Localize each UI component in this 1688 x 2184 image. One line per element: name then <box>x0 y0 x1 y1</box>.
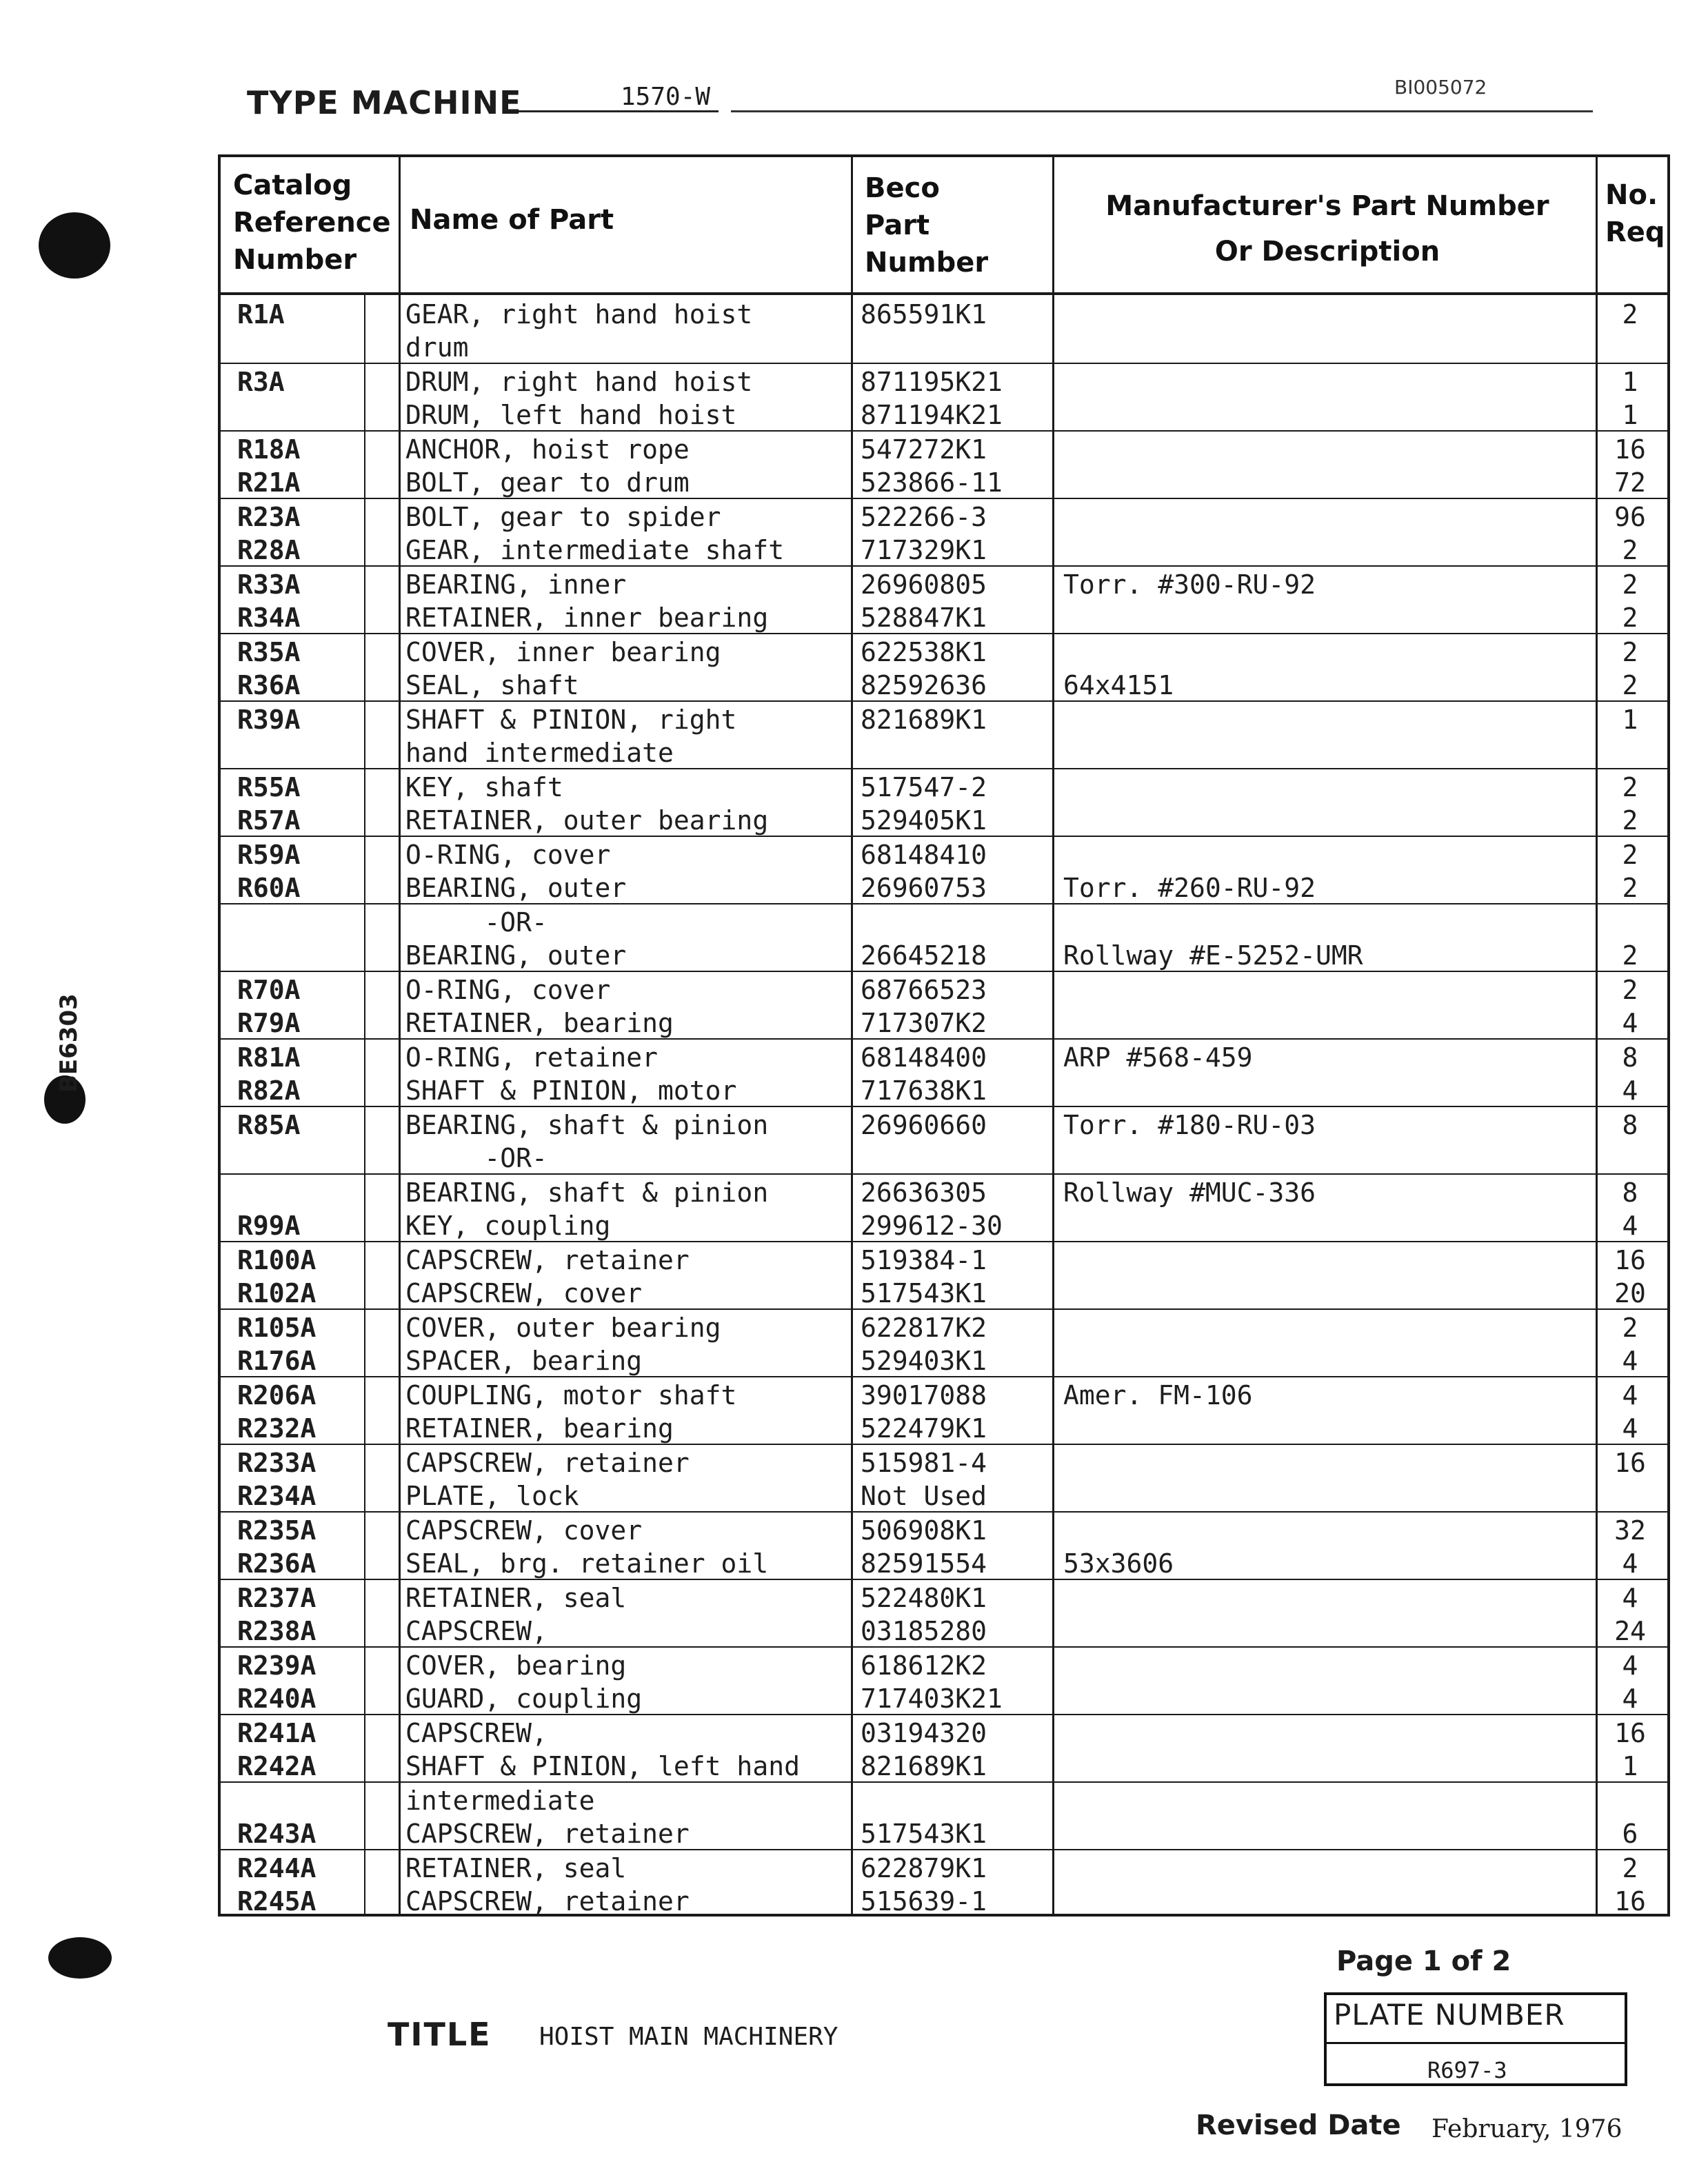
row-beco-number: 03194320 821689K1 <box>861 1718 987 1781</box>
row-divider <box>221 565 1667 567</box>
plate-number-label: PLATE NUMBER <box>1334 1998 1565 2032</box>
title-value: HOIST MAIN MACHINERY <box>539 2023 838 2051</box>
row-part-name: SHAFT & PINION, right hand intermediate <box>405 705 737 768</box>
plate-number-value: R697-3 <box>1427 2057 1507 2083</box>
row-beco-number: 871195K21 871194K21 <box>861 367 1003 430</box>
row-beco-number: 522480K1 03185280 <box>861 1583 987 1646</box>
row-beco-number: 517547-2 529405K1 <box>861 772 987 836</box>
row-catalog-ref: R244A R245A <box>237 1853 316 1917</box>
row-part-name: O-RING, cover RETAINER, bearing <box>405 975 674 1038</box>
row-beco-number: 68148410 26960753 <box>861 840 987 903</box>
row-manufacturer-number: Torr. #260-RU-92 <box>1063 873 1316 903</box>
row-divider <box>221 1646 1667 1648</box>
row-quantity-required: 8 4 <box>1622 1042 1638 1106</box>
row-divider <box>221 1106 1667 1107</box>
row-divider <box>221 700 1667 702</box>
table-row <box>221 836 1667 903</box>
table-row <box>221 633 1667 700</box>
table-row <box>221 1038 1667 1106</box>
row-catalog-ref: R243A <box>237 1819 316 1849</box>
row-catalog-ref: R35A R36A <box>237 637 301 700</box>
table-row <box>221 700 1667 768</box>
table-row <box>221 903 1667 971</box>
row-catalog-ref: R3A <box>237 367 285 397</box>
table-row <box>221 565 1667 633</box>
row-catalog-ref: R99A <box>237 1211 301 1241</box>
row-beco-number: 515981-4 Not Used <box>861 1448 987 1511</box>
table-row <box>221 1646 1667 1714</box>
row-beco-number: 26636305 299612-30 <box>861 1177 1003 1241</box>
row-catalog-ref: R55A R57A <box>237 772 301 836</box>
row-divider <box>221 768 1667 769</box>
row-part-name: CAPSCREW, SHAFT & PINION, left hand <box>405 1718 800 1781</box>
row-divider <box>221 1781 1667 1783</box>
header-manufacturer-part-number: Manufacturer's Part Number Or Description <box>1105 190 1549 267</box>
row-quantity-required: 16 72 <box>1614 434 1646 498</box>
row-manufacturer-number: Rollway #MUC-336 <box>1063 1177 1316 1208</box>
row-quantity-required: 2 4 <box>1622 1313 1638 1376</box>
row-catalog-ref: R59A R60A <box>237 840 301 903</box>
table-row <box>221 1106 1667 1173</box>
row-part-name: BEARING, shaft & pinion -OR- <box>405 1110 769 1173</box>
row-divider <box>221 1308 1667 1310</box>
row-quantity-required: 1 <box>1622 705 1638 735</box>
type-machine-label: TYPE MACHINE <box>247 84 522 121</box>
row-divider <box>221 363 1667 364</box>
row-manufacturer-number: Torr. #180-RU-03 <box>1063 1110 1316 1140</box>
table-row <box>221 498 1667 565</box>
row-quantity-required: 2 <box>1622 940 1638 971</box>
table-row <box>221 971 1667 1038</box>
row-quantity-required: 16 20 <box>1614 1245 1646 1308</box>
row-part-name: COUPLING, motor shaft RETAINER, bearing <box>405 1380 737 1444</box>
table-row <box>221 1308 1667 1376</box>
row-catalog-ref: R206A R232A <box>237 1380 316 1444</box>
row-catalog-ref: R100A R102A <box>237 1245 316 1308</box>
row-catalog-ref: R33A R34A <box>237 569 301 633</box>
row-manufacturer-number: Amer. FM-106 <box>1063 1380 1253 1410</box>
table-row <box>221 1444 1667 1511</box>
row-part-name: COVER, inner bearing SEAL, shaft <box>405 637 721 700</box>
row-quantity-required: 2 16 <box>1614 1853 1646 1917</box>
row-manufacturer-number: Torr. #300-RU-92 <box>1063 569 1316 600</box>
table-row <box>221 295 1667 363</box>
plate-number-divider <box>1324 2042 1627 2044</box>
row-quantity-required: 8 <box>1622 1110 1638 1140</box>
row-beco-number: 506908K1 82591554 <box>861 1515 987 1579</box>
row-part-name: CAPSCREW, cover SEAL, brg. retainer oil <box>405 1515 769 1579</box>
row-quantity-required: 4 4 <box>1622 1380 1638 1444</box>
table-row <box>221 1579 1667 1646</box>
header-name-of-part: Name of Part <box>410 204 614 236</box>
title-label: TITLE <box>388 2016 492 2053</box>
table-row <box>221 1849 1667 1917</box>
side-margin-note: BE6303 <box>55 993 83 1093</box>
row-quantity-required: 32 4 <box>1614 1515 1646 1579</box>
row-beco-number: 517543K1 <box>861 1819 987 1849</box>
row-catalog-ref: R237A R238A <box>237 1583 316 1646</box>
row-quantity-required: 2 2 <box>1622 772 1638 836</box>
row-catalog-ref: R23A R28A <box>237 502 301 565</box>
punch-hole-bottom <box>48 1937 112 1979</box>
row-divider <box>221 1038 1667 1040</box>
row-part-name: RETAINER, seal CAPSCREW, retainer <box>405 1853 690 1917</box>
table-row <box>221 363 1667 430</box>
row-beco-number: 519384-1 517543K1 <box>861 1245 987 1308</box>
row-part-name: BOLT, gear to spider GEAR, intermediate shaft <box>405 502 785 565</box>
row-divider <box>221 903 1667 904</box>
document-code: BI005072 <box>1394 76 1487 99</box>
row-beco-number: 622879K1 515639-1 <box>861 1853 987 1917</box>
header-catalog-reference: Catalog Reference Number <box>233 170 391 276</box>
table-row <box>221 1376 1667 1444</box>
row-quantity-required: 16 <box>1614 1448 1646 1478</box>
row-beco-number: 39017088 522479K1 <box>861 1380 987 1444</box>
table-row <box>221 430 1667 498</box>
row-manufacturer-number: ARP #568-459 <box>1063 1042 1253 1073</box>
revised-date-value: February, 1976 <box>1431 2115 1622 2143</box>
row-divider <box>221 633 1667 634</box>
row-quantity-required: 2 2 <box>1622 569 1638 633</box>
row-divider <box>221 1714 1667 1715</box>
row-manufacturer-number: 53x3606 <box>1063 1548 1174 1579</box>
row-part-name: KEY, shaft RETAINER, outer bearing <box>405 772 769 836</box>
row-catalog-ref: R235A R236A <box>237 1515 316 1579</box>
revised-date-label: Revised Date <box>1196 2110 1401 2141</box>
row-part-name: BEARING, shaft & pinion KEY, coupling <box>405 1177 769 1241</box>
row-quantity-required: 96 2 <box>1614 502 1646 565</box>
row-part-name: O-RING, retainer SHAFT & PINION, motor <box>405 1042 737 1106</box>
row-divider <box>221 1511 1667 1513</box>
row-beco-number: 618612K2 717403K21 <box>861 1650 1003 1714</box>
row-part-name: -OR- BEARING, outer <box>405 907 627 971</box>
row-catalog-ref: R81A R82A <box>237 1042 301 1106</box>
row-catalog-ref: R85A <box>237 1110 301 1140</box>
row-quantity-required: 4 4 <box>1622 1650 1638 1714</box>
row-catalog-ref: R241A R242A <box>237 1718 316 1781</box>
table-row <box>221 1511 1667 1579</box>
parts-table <box>218 154 1670 1917</box>
row-part-name: DRUM, right hand hoist DRUM, left hand hoist <box>405 367 753 430</box>
row-divider <box>221 971 1667 972</box>
row-catalog-ref: R39A <box>237 705 301 735</box>
row-beco-number: 26960805 528847K1 <box>861 569 987 633</box>
row-quantity-required: 4 24 <box>1614 1583 1646 1646</box>
table-row <box>221 1173 1667 1241</box>
row-part-name: O-RING, cover BEARING, outer <box>405 840 627 903</box>
row-beco-number: 26960660 <box>861 1110 987 1140</box>
row-quantity-required: 16 1 <box>1614 1718 1646 1781</box>
row-part-name: GEAR, right hand hoist drum <box>405 299 753 363</box>
row-beco-number: 821689K1 <box>861 705 987 735</box>
table-row <box>221 1781 1667 1849</box>
row-beco-number: 68766523 717307K2 <box>861 975 987 1038</box>
row-divider <box>221 1444 1667 1445</box>
row-manufacturer-number: 64x4151 <box>1063 670 1174 700</box>
table-row <box>221 768 1667 836</box>
row-divider <box>221 430 1667 432</box>
row-divider <box>221 1173 1667 1175</box>
row-catalog-ref: R18A R21A <box>237 434 301 498</box>
page-indicator: Page 1 of 2 <box>1336 1945 1511 1977</box>
row-catalog-ref: R1A <box>237 299 285 330</box>
row-part-name: COVER, bearing GUARD, coupling <box>405 1650 643 1714</box>
row-catalog-ref: R239A R240A <box>237 1650 316 1714</box>
row-beco-number: 865591K1 <box>861 299 987 330</box>
row-beco-number: 547272K1 523866-11 <box>861 434 1003 498</box>
row-quantity-required: 2 2 <box>1622 840 1638 903</box>
row-beco-number: 68148400 717638K1 <box>861 1042 987 1106</box>
row-divider <box>221 498 1667 499</box>
row-part-name: CAPSCREW, retainer PLATE, lock <box>405 1448 690 1511</box>
punch-hole-top <box>39 212 110 279</box>
row-quantity-required: 6 <box>1622 1819 1638 1849</box>
row-divider <box>221 1579 1667 1580</box>
row-quantity-required: 2 <box>1622 299 1638 330</box>
row-part-name: RETAINER, seal CAPSCREW, <box>405 1583 627 1646</box>
row-divider <box>221 1241 1667 1242</box>
row-beco-number: 622817K2 529403K1 <box>861 1313 987 1376</box>
header-beco-part-number: Beco Part Number <box>865 172 989 279</box>
row-beco-number: 26645218 <box>861 940 987 971</box>
row-part-name: CAPSCREW, retainer CAPSCREW, cover <box>405 1245 690 1308</box>
row-quantity-required: 2 2 <box>1622 637 1638 700</box>
row-beco-number: 622538K1 82592636 <box>861 637 987 700</box>
row-catalog-ref: R233A R234A <box>237 1448 316 1511</box>
row-part-name: ANCHOR, hoist rope BOLT, gear to drum <box>405 434 690 498</box>
row-divider <box>221 1849 1667 1850</box>
header-rule <box>731 110 1593 112</box>
row-part-name: COVER, outer bearing SPACER, bearing <box>405 1313 721 1376</box>
header-number-required: No. Req <box>1605 179 1665 248</box>
row-part-name: intermediate CAPSCREW, retainer <box>405 1786 690 1849</box>
row-quantity-required: 1 1 <box>1622 367 1638 430</box>
row-divider <box>221 836 1667 837</box>
type-machine-value: 1570-W <box>621 83 711 111</box>
row-quantity-required: 8 4 <box>1622 1177 1638 1241</box>
table-row <box>221 1241 1667 1308</box>
row-catalog-ref: R105A R176A <box>237 1313 316 1376</box>
table-row <box>221 1714 1667 1781</box>
row-divider <box>221 1376 1667 1377</box>
row-part-name: BEARING, inner RETAINER, inner bearing <box>405 569 769 633</box>
row-quantity-required: 2 4 <box>1622 975 1638 1038</box>
row-beco-number: 522266-3 717329K1 <box>861 502 987 565</box>
row-catalog-ref: R70A R79A <box>237 975 301 1038</box>
row-manufacturer-number: Rollway #E-5252-UMR <box>1063 940 1363 971</box>
